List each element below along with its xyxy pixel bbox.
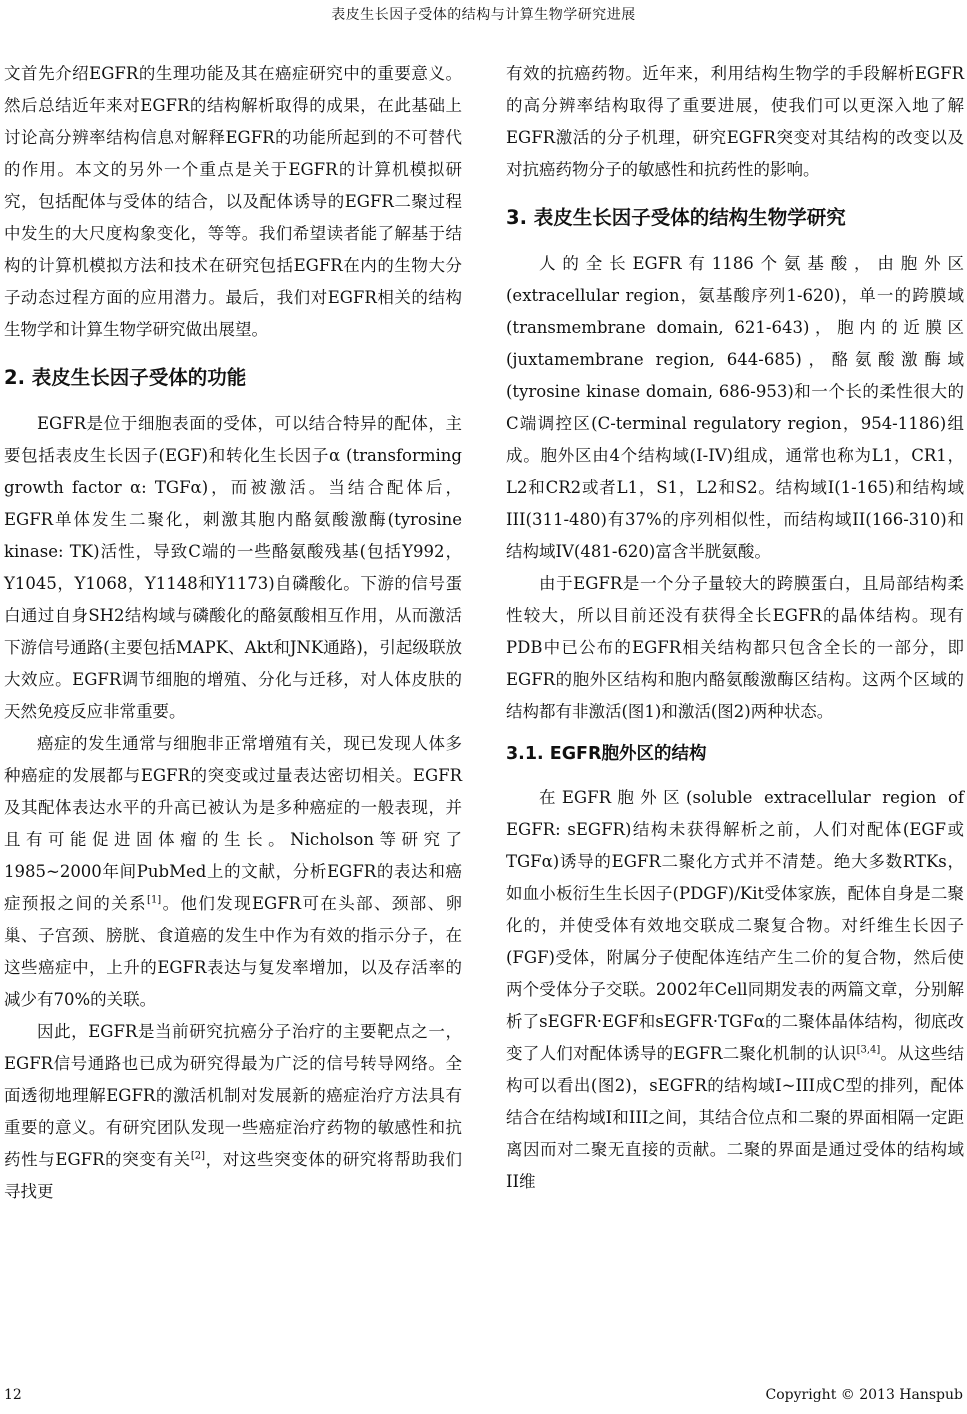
paragraph — [4, 728, 462, 1016]
paragraph: 人的全长EGFR有1186个氨基酸，由胞外区(extracellular region，氨基酸序列1-620)，单一的跨膜域(transmembrane domain, 621-643)，胞内的近膜区(juxtamembrane region, 644-685)，酪氨酸激酶域(tyrosine kinase domain, 686-953)和一个长的柔性很大的C端调控区(C-terminal regulatory region，954-1186)组成。胞外区由4个结构域(I-IV)组成，通常也称为L1，CR1，L2和CR2或者L1，S1，L2和S2。结构域I(1-165)和结构域III(311-480)有37%的序列相似性，而结构域II(166-310)和结构域IV(481-620)富含半胱氨酸。 — [506, 254, 964, 561]
paragraph: 有效的抗癌药物。近年来，利用结构生物学的手段解析EGFR的高分辨率结构取得了重要进展，使我们可以更深入地了解EGFR激活的分子机理，研究EGFR突变对其结构的改变以及对抗癌药物分子的敏感性和抗药性的影响。 — [506, 64, 964, 179]
citation-ref[interactable]: [1] — [147, 894, 162, 906]
paragraph-text: 。从这些结构可以看出(图2)，sEGFR的结构域I~III成C型的排列，配体结合在结构域I和III之间，其结合位点和二聚的界面相隔一定距离因而对二聚无直接的贡献。二聚的界面是通过受体的结构域II维 — [506, 1044, 964, 1191]
paragraph-text: 。他们发现EGFR可在头部、颈部、卵巢、子宫颈、膀胱、食道癌的发生中作为有效的指示分子，在这些癌症中，上升的EGFR表达与复发率增加，以及存活率的减少有70%的关联。 — [4, 894, 463, 1009]
running-header: 表皮生长因子受体的结构与计算生物学研究进展 — [331, 7, 636, 23]
page-number: 12 — [4, 1387, 22, 1403]
paragraph: 文首先介绍EGFR的生理功能及其在癌症研究中的重要意义。然后总结近年来对EGFR的结构解析取得的成果，在此基础上讨论高分辨率结构信息对解释EGFR的功能所起到的不可替代的作用。本文的另外一个重点是关于EGFR的计算机模拟研究，包括配体与受体的结合，以及配体诱导的EGFR二聚过程中发生的大尺度构象变化，等等。我们希望读者能了解基于结构的计算机模拟方法和技术在研究包括EGFR在内的生物大分子动态过程方面的应用潜力。最后，我们对EGFR相关的结构生物学和计算生物学研究做出展望。 — [4, 64, 462, 339]
paragraph — [4, 1016, 462, 1208]
paragraph: EGFR是位于细胞表面的受体，可以结合特异的配体，主要包括表皮生长因子(EGF)和转化生长因子α (transforming growth factor α: TGFα)，而被激活。当结合配体后，EGFR单体发生二聚化，刺激其胞内酪氨酸激酶(tyrosine kinase: TK)活性，导致C端的一些酪氨酸残基(包括Y992，Y1045，Y1068，Y1148和Y1173)自磷酸化。下游的信号蛋白通过自身SH2结构域与磷酸化的酪氨酸相互作用，从而激活下游信号通路(主要包括MAPK、Akt和JNK通路)，引起级联放大效应。EGFR调节细胞的增殖、分化与迁移，对人体皮肤的天然免疫反应非常重要。 — [4, 414, 462, 721]
citation-ref[interactable]: [2] — [190, 1150, 205, 1162]
paragraph-text: 在EGFR胞外区(soluble extracellular region of EGFR: sEGFR)结构未获得解析之前，人们对配体(EGF或TGFα)诱导的EGFR二聚化方式并不清楚。绝大多数RTKs，如血小板衍生生长因子(PDGF)/Kit受体家族，配体自身是二聚化的，并使受体有效地交联成二聚复合物。对纤维生长因子(FGF)受体，附属分子使配体连结产生二价的复合物，然后使两个受体分子交联。2002年Cell同期发表的两篇文章，分别解析了sEGFR·EGF和sEGFR·TGFα的二聚体晶体结构，彻底改变了人们对配体诱导的EGFR二聚化机制的认识 — [506, 788, 964, 1063]
copyright-notice: Copyright © 2013 Hanspub — [765, 1387, 963, 1403]
paragraph-text: ，对这些突变体的研究将帮助我们寻找更 — [4, 1150, 462, 1201]
paragraph-text: 因此，EGFR是当前研究抗癌分子治疗的主要靶点之一，EGFR信号通路也已成为研究得最为广泛的信号转导网络。全面透彻地理解EGFR的激活机制对发展新的癌症治疗方法具有重要的意义。有研究团队发现一些癌症治疗药物的敏感性和抗药性与EGFR的突变有关 — [4, 1022, 462, 1169]
section-heading: 3. 表皮生长因子受体的结构生物学研究 — [506, 206, 846, 229]
paragraph: 由于EGFR是一个分子量较大的跨膜蛋白，且局部结构柔性较大，所以目前还没有获得全长EGFR的晶体结构。现有PDB中已公布的EGFR相关结构都只包含全长的一部分，即EGFR的胞外区结构和胞内酪氨酸激酶区结构。这两个区域的结构都有非激活(图1)和激活(图2)两种状态。 — [506, 574, 964, 721]
paragraph-text: 癌症的发生通常与细胞非正常增殖有关，现已发现人体多种癌症的发展都与EGFR的突变或过量表达密切相关。EGFR及其配体表达水平的升高已被认为是多种癌症的一般表现，并且有可能促进固体瘤的生长。Nicholson等研究了1985~2000年间PubMed上的文献，分析EGFR的表达和癌症预报之间的关系 — [4, 734, 462, 913]
section-heading: 2. 表皮生长因子受体的功能 — [4, 366, 247, 389]
subsection-heading: 3.1. EGFR胞外区的结构 — [506, 744, 707, 764]
left-column — [4, 58, 462, 1208]
citation-ref[interactable]: [3,4] — [856, 1044, 881, 1056]
right-column — [506, 58, 964, 1198]
paragraph — [506, 782, 964, 1198]
